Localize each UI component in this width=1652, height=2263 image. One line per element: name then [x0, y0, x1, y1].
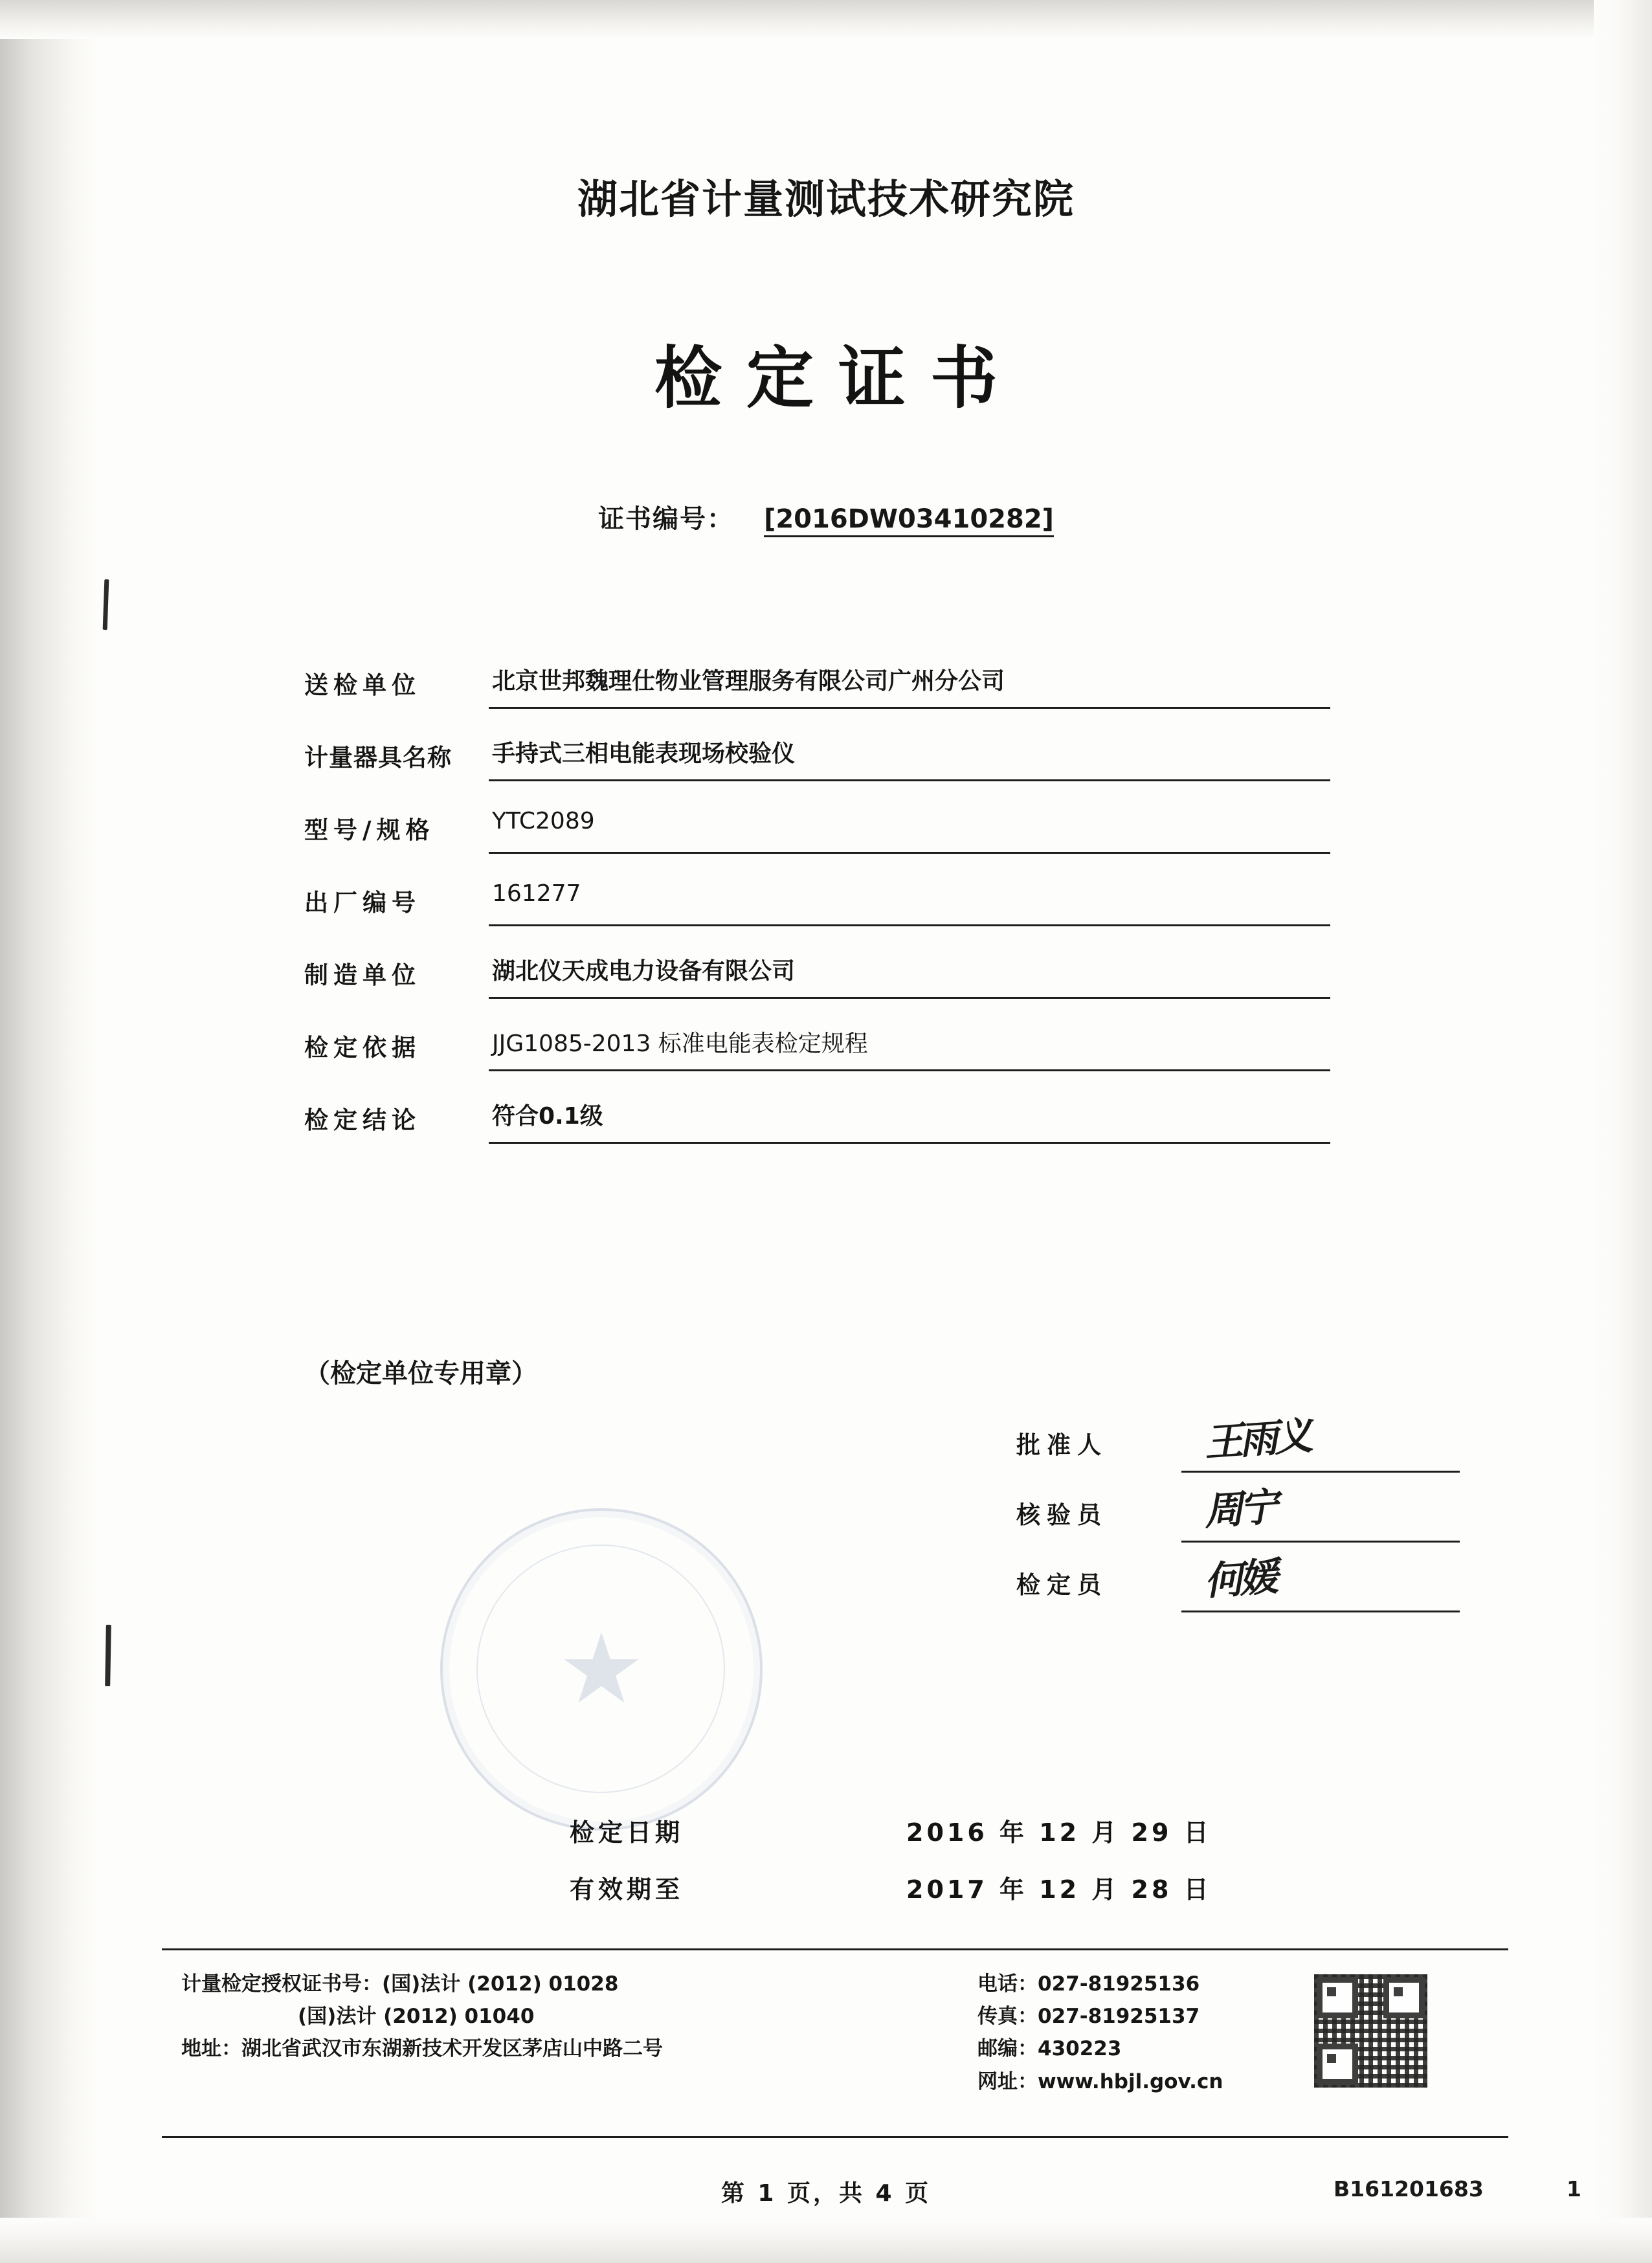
document-code: B161201683	[1334, 2176, 1484, 2202]
certificate-number-label: 证书编号：	[598, 504, 735, 534]
document-title: 检定证书	[654, 338, 1022, 418]
authorization-line-1: 计量检定授权证书号：(国)法计 (2012) 01028	[181, 1972, 619, 1996]
date-row-valid-until	[570, 1869, 1346, 1926]
pen-mark-lower	[105, 1625, 111, 1686]
date-value: 2017 年 12 月 28 日	[906, 1875, 1212, 1904]
field-value: 符合0.1级	[492, 1103, 603, 1130]
field-label: 检定依据	[304, 1034, 421, 1062]
field-label: 送检单位	[304, 671, 421, 699]
field-value: YTC2089	[492, 808, 595, 834]
signature-underline	[1181, 1611, 1460, 1612]
field-row-serial-number	[304, 865, 1340, 937]
official-seal	[440, 1508, 763, 1831]
field-value: 161277	[492, 880, 581, 907]
signature-row-inspector	[1016, 1551, 1495, 1621]
qr-finder-top-left	[1317, 1977, 1358, 2018]
qr-code-icon	[1314, 1974, 1427, 2088]
signature-label: 检定员	[1016, 1571, 1108, 1599]
document-code-index: 1	[1567, 2176, 1581, 2202]
field-underline	[489, 1069, 1330, 1071]
field-underline	[489, 779, 1330, 781]
field-row-instrument-name	[304, 720, 1340, 792]
field-list	[304, 647, 1340, 1155]
signature-handwriting: 何媛	[1203, 1554, 1276, 1605]
signature-handwriting: 王雨义	[1203, 1413, 1311, 1466]
field-label: 计量器具名称	[304, 744, 452, 772]
field-underline	[489, 852, 1330, 854]
field-label: 型号/规格	[304, 816, 435, 844]
field-underline	[489, 707, 1330, 709]
field-label: 检定结论	[304, 1106, 421, 1134]
field-row-basis	[304, 1010, 1340, 1082]
certificate-number-value: [2016DW03410282]	[764, 504, 1054, 537]
signature-handwriting: 周宁	[1203, 1484, 1276, 1535]
field-row-manufacturer	[304, 937, 1340, 1010]
signature-block	[1016, 1411, 1495, 1621]
authorization-line-2: (国)法计 (2012) 01040	[298, 2005, 535, 2029]
field-row-model-spec	[304, 792, 1340, 865]
signature-label: 核验员	[1016, 1501, 1108, 1529]
signature-row-verifier	[1016, 1481, 1495, 1551]
field-label: 出厂编号	[304, 889, 421, 917]
footer-divider-bottom	[162, 2136, 1508, 2138]
pen-mark-upper	[103, 579, 109, 630]
signature-label: 批准人	[1016, 1431, 1108, 1459]
scan-shadow-top	[0, 0, 1652, 39]
footer-left-column	[181, 1968, 958, 2066]
field-underline	[489, 997, 1330, 999]
postcode-line: 邮编：430223	[977, 2037, 1122, 2061]
stamp-caption: （检定单位专用章）	[304, 1359, 537, 1388]
scan-shadow-bottom	[0, 2218, 1652, 2263]
qr-finder-top-right	[1383, 1977, 1425, 2018]
signature-underline	[1181, 1541, 1460, 1543]
date-value: 2016 年 12 月 29 日	[906, 1818, 1212, 1847]
field-label: 制造单位	[304, 961, 421, 989]
star-icon: ★	[557, 1613, 645, 1726]
footer-divider-top	[162, 1948, 1508, 1950]
field-row-submitting-unit	[304, 647, 1340, 720]
certificate-number-row	[0, 498, 1652, 535]
page-number: 第 1 页，共 4 页	[720, 2180, 932, 2207]
field-value: JJG1085-2013 标准电能表检定规程	[492, 1031, 868, 1057]
phone-line: 电话：027-81925136	[977, 1972, 1200, 1996]
signature-underline	[1181, 1471, 1460, 1473]
field-underline	[489, 924, 1330, 926]
website-line: 网址：www.hbjl.gov.cn	[977, 2069, 1223, 2093]
date-row-inspection	[570, 1812, 1346, 1869]
field-row-conclusion	[304, 1082, 1340, 1155]
signature-row-approver	[1016, 1411, 1495, 1481]
date-label: 检定日期	[570, 1818, 684, 1847]
date-block	[570, 1812, 1346, 1926]
address-line: 地址：湖北省武汉市东湖新技术开发区茅店山中路二号	[181, 2037, 663, 2061]
organization-title: 湖北省计量测试技术研究院	[577, 175, 1075, 223]
field-underline	[489, 1142, 1330, 1144]
field-value: 北京世邦魏理仕物业管理服务有限公司广州分公司	[492, 668, 1005, 695]
field-value: 湖北仪天成电力设备有限公司	[492, 958, 796, 985]
fax-line: 传真：027-81925137	[977, 2005, 1200, 2029]
field-value: 手持式三相电能表现场校验仪	[492, 741, 796, 767]
qr-finder-bottom-left	[1317, 2044, 1358, 2085]
date-label: 有效期至	[570, 1875, 684, 1904]
